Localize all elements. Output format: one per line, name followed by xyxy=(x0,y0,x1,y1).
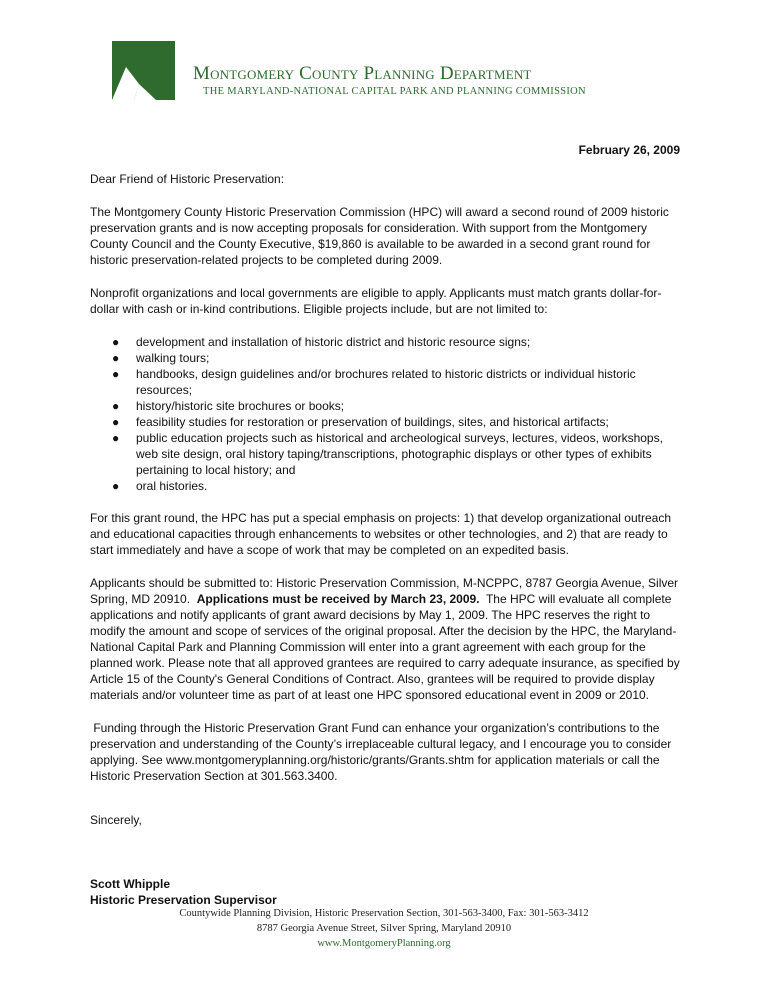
list-item: ● handbooks, design guidelines and/or brochures related to historic districts or individual historic resources; xyxy=(112,367,636,397)
bullet-icon: ● xyxy=(112,431,120,445)
mncppc-logo-icon xyxy=(112,41,175,100)
bullet-icon: ● xyxy=(112,351,120,365)
list-item: ● development and installation of historic district and historic resource signs; xyxy=(112,335,531,349)
salutation: Dear Friend of Historic Preservation: xyxy=(90,172,285,186)
list-item: ● history/historic site brochures or books; xyxy=(112,399,345,413)
list-item: ● oral histories. xyxy=(112,479,208,493)
footer-contact: Countywide Planning Division, Historic Preservation Section, 301-563-3400, Fax: 301-563-3412 xyxy=(179,908,589,919)
org-subtitle: THE MARYLAND-NATIONAL CAPITAL PARK AND PLANNING COMMISSION xyxy=(203,86,586,97)
list-item: ● public education projects such as historical and archeological surveys, lectures, videos, workshops, web site design, oral history taping/transcriptions, photographic displays or other types of exhibits pertaining to local history; and xyxy=(112,431,663,477)
footer xyxy=(0,906,768,951)
bullet-icon: ● xyxy=(112,415,120,429)
closing: Sincerely, xyxy=(90,813,142,827)
paragraph-funding: Funding through the Historic Preservation Grant Fund can enhance your organization’s contributions to the preservation and understanding of the County’s irreplaceable cultural legacy, and I encourage you to consider applying. See www.montgomeryplanning.org/historic/grants/Grants.shtm for application materials or call the Historic Preservation Section at 301.563.3400. xyxy=(90,721,672,783)
bullet-icon: ● xyxy=(112,399,120,413)
eligible-projects-list xyxy=(90,334,680,494)
letter-date: February 26, 2009 xyxy=(578,143,680,157)
letter-body xyxy=(90,142,680,908)
bullet-icon: ● xyxy=(112,367,120,381)
bullet-icon: ● xyxy=(112,335,120,349)
footer-website-link[interactable]: www.MontgomeryPlanning.org xyxy=(317,938,451,949)
bullet-icon: ● xyxy=(112,479,120,493)
list-item: ● walking tours; xyxy=(112,351,210,365)
paragraph-intro: The Montgomery County Historic Preservation Commission (HPC) will award a second round of 2009 historic preservation grants and is now accepting proposals for consideration. With support from the Montgomery County Council and the County Executive, $19,860 is available to be awarded in a second grant round for historic preservation-related projects to be completed during 2009. xyxy=(90,205,669,267)
signer-name: Scott Whipple xyxy=(90,877,170,891)
paragraph-eligibility: Nonprofit organizations and local governments are eligible to apply. Applicants must match grants dollar-for-dollar with cash or in-kind contributions. Eligible projects include, but are not limited to: xyxy=(90,286,662,316)
paragraph-emphasis: For this grant round, the HPC has put a special emphasis on projects: 1) that develop organizational outreach and educational capacities through enhancements to websites or other technologies, and 2) that are ready to start immediately and have a scope of work that may be completed on an expedited basis. xyxy=(90,511,671,557)
footer-address: 8787 Georgia Avenue Street, Silver Spring, Maryland 20910 xyxy=(256,923,512,934)
signer-title: Historic Preservation Supervisor xyxy=(90,893,277,907)
list-item: ● feasibility studies for restoration or preservation of buildings, sites, and historical artifacts; xyxy=(112,415,609,429)
org-name: Montgomery County Planning Department xyxy=(193,63,532,84)
paragraph-submission: Applicants should be submitted to: Historic Preservation Commission, M-NCPPC, 8787 Georgia Avenue, Silver Spring, MD 20910. Applications must be received by March 23, 2009. The HPC will evaluate all complete applications and notify applicants of grant award decisions by May 1, 2009. The HPC reserves the right to modify the amount and scope of services of the original proposal. After the decision by the HPC, the Maryland-National Capital Park and Planning Commission will enter into a grant agreement with each group for the planned work. Please note that all approved grantees are required to carry adequate insurance, as specified by Article 15 of the County's General Conditions of Contract. Also, grantees will be required to provide display materials and/or volunteer time as part of at least one HPC sponsored educational event in 2009 or 2010. xyxy=(90,576,680,702)
deadline-text: Applications must be received by March 23, 2009. xyxy=(196,592,480,606)
